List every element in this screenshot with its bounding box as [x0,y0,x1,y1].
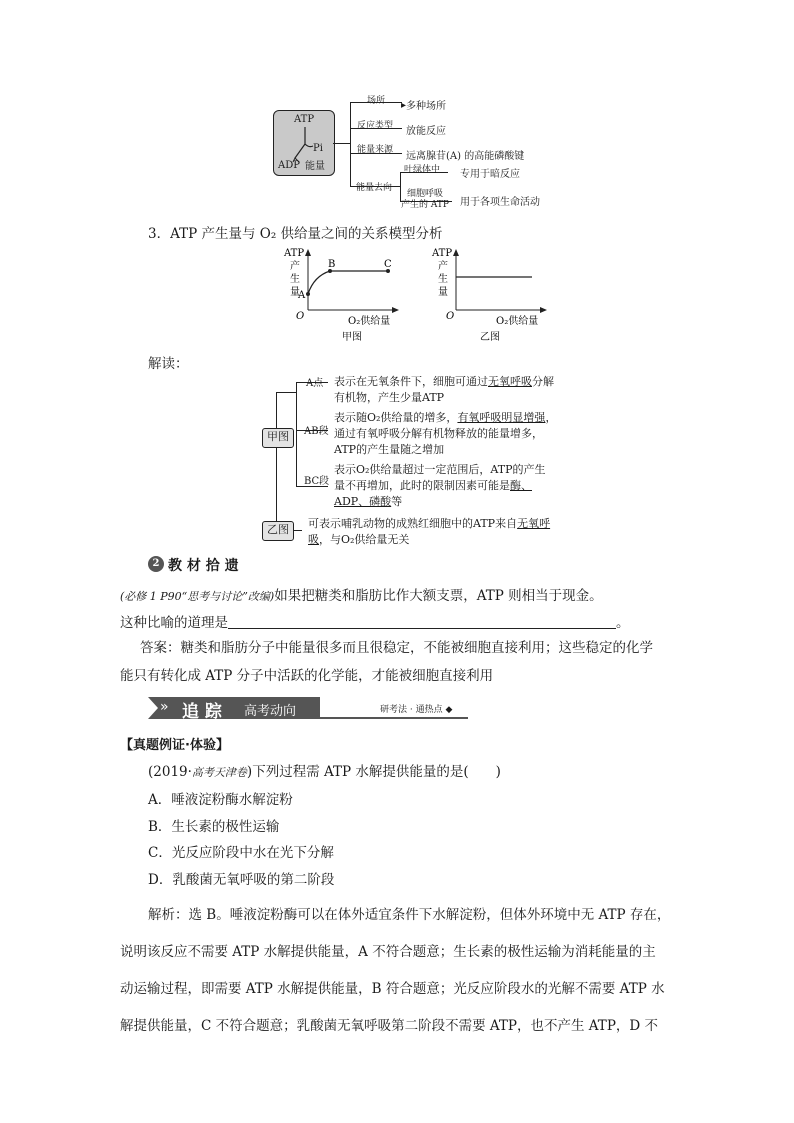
energy-label: 能量 [305,161,325,172]
caption-yi: 乙图 [480,332,500,343]
label-ab: AB段 [304,426,329,437]
text-ab: 表示随O₂供给量的增多，有氧呼吸明显增强，通过有氧呼吸分解有机物释放的能量增多，ATP的产生量随之增加 [334,411,557,456]
ylabel-yi-1: ATP [432,248,453,259]
textbook-answer: 答案：糖类和脂肪分子中能量很多而且很稳定，不能被细胞直接利用；这些稳定的化学 能只有转化成 ATP 分子中活跃的化学能，才能被细胞直接利用 [120,640,653,684]
sub-label-chloroplast: 叶绿体中 [404,165,441,175]
text-a: 表示在无氧条件下，细胞可通过无氧呼吸分解有机物，产生少量ATP [334,375,554,404]
textbook-heading: 教 材 拾 遗 [168,558,239,574]
xlabel-jia: O₂供给量 [348,316,391,327]
branch-value-type: 放能反应 [406,126,446,137]
branch-label-type: 反应类型 [357,121,394,131]
sub-label-respiration: 细胞呼吸 产生的 ATP [401,189,449,210]
banner [148,697,468,722]
textbook-question: (必修 1 P90“思考与讨论”改编)如果把糖类和脂肪比作大额支票，ATP 则相当于现金。 这种比喻的道理是 。 [120,588,630,631]
answer-blank[interactable] [228,614,616,629]
option-d[interactable]: D．乳酸菌无氧呼吸的第二阶段 [148,871,335,888]
graph-yi [431,248,547,343]
graph-jia [283,248,399,343]
pi-label: Pi [313,143,323,154]
origin-yi: O [446,311,455,322]
label-a: A点 [306,378,324,389]
point-c: C [384,259,392,270]
svg-text:产: 产 [290,261,300,272]
arrow-icon: ▸ [401,100,407,111]
number-badge: 2 [148,556,164,572]
sub-value-respiration: 用于各项生命活动 [460,197,540,208]
option-c[interactable]: C．光反应阶段中水在光下分解 [148,845,334,861]
text-yi: 可表示哺乳动物的成熟红细胞中的ATP来自无氧呼吸，与O₂供给量无关 [308,517,551,546]
banner-title: 追 踪 [182,702,222,722]
analysis: 解析：选 B。唾液淀粉酶可以在体外适宜条件下水解淀粉，但体外环境中无 ATP 存在， 说明该反应不需要 ATP 水解提供能量，A 不符合题意；生长素的极性运输为消耗能量的主 动运输过程，即需要 ATP 水解提供能量，B 符合题意；光反应阶段水的光解不需要 ATP 水 解提供能量，C 不符合题意；乳酸菌无氧呼吸第二阶段不需要 ATP，也不产生 ATP，D 不 [120,907,671,1034]
atp-label: ATP [294,114,315,125]
option-a[interactable]: A．唾液淀粉酶水解淀粉 [148,792,293,808]
sub-value-chloroplast: 专用于暗反应 [460,169,520,180]
svg-text:生: 生 [438,274,448,285]
banner-subtitle: 高考动向 [244,704,297,719]
ylabel-jia-1: ATP [284,248,305,259]
section-title: 3．ATP 产生量与 O₂ 供给量之间的关系模型分析 [148,226,443,242]
branch-value-place: 多种场所 [406,101,446,112]
interpretation-label: 解读： [148,356,189,372]
graphs [270,244,560,346]
branch-value-source: 远离腺苷(A) 的高能磷酸键 [406,151,525,162]
banner-chevron-icon: » [160,699,169,715]
banner-right: 研考法 · 通热点 ◆ [380,705,453,715]
point-b: B [328,259,336,270]
origin-jia: O [296,311,305,322]
node-jia: 甲图 [262,428,294,448]
text-bc: 表示O₂供给量超过一定范围后，ATP的产生量不再增加，此时的限制因素可能是酶、ADP、磷酸等 [334,463,546,508]
xlabel-yi: O₂供给量 [496,316,539,327]
svg-text:生: 生 [290,274,300,285]
point-a: A [298,290,306,301]
node-yi: 乙图 [262,521,294,541]
options [148,787,334,893]
svg-text:产: 产 [438,261,448,272]
branch-label-destination: 能量去向 [356,183,393,193]
svg-text:量: 量 [438,287,448,298]
example-heading: 【真题例证·体验】 [120,738,229,753]
label-bc: BC段 [304,476,330,487]
svg-text:量: 量 [290,287,300,298]
adp-label: ADP [278,160,300,171]
branch-label-place: 场所 [367,96,386,106]
example-question: (2019·高考天津卷)下列过程需 ATP 水解提供能量的是( ) [148,764,501,780]
option-b[interactable]: B．生长素的极性运输 [148,818,280,835]
branch-label-source: 能量来源 [357,145,394,155]
caption-jia: 甲图 [342,332,362,343]
